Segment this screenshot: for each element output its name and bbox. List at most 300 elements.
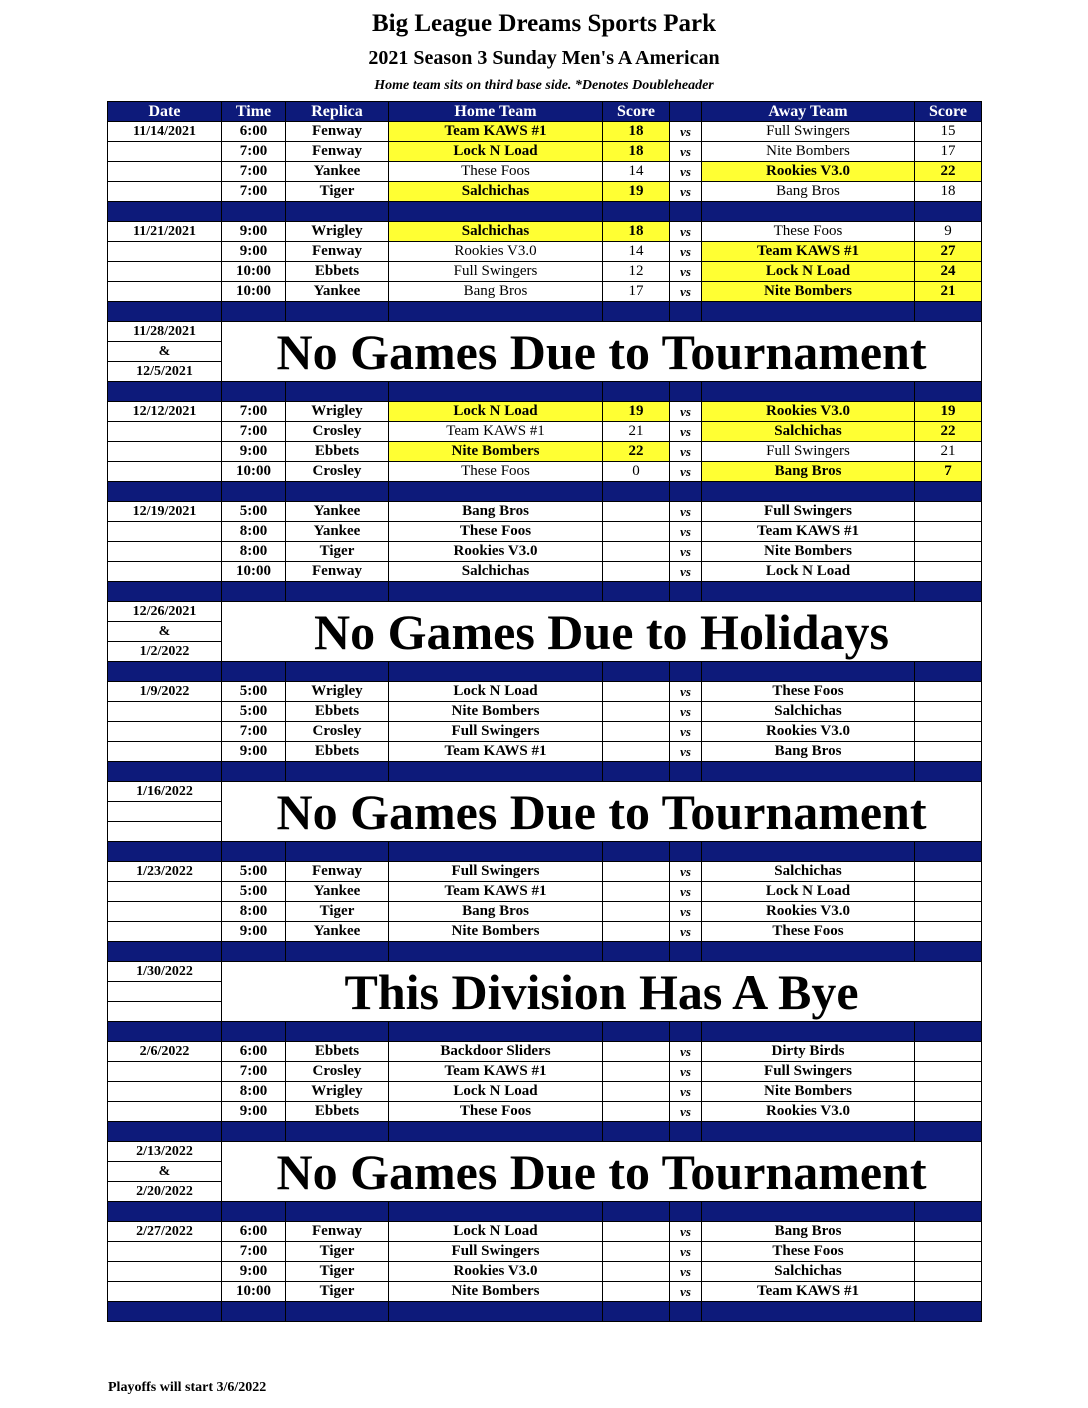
away-score: 17	[915, 142, 982, 162]
game-time: 7:00	[222, 1062, 286, 1082]
game-date: 11/21/2021	[108, 222, 222, 242]
game-time: 10:00	[222, 282, 286, 302]
col-away-team: Away Team	[702, 102, 915, 122]
home-score	[603, 1262, 670, 1282]
away-team: Full Swingers	[702, 442, 915, 462]
separator-cell	[670, 842, 702, 862]
game-date	[108, 902, 222, 922]
home-team: Nite Bombers	[389, 702, 603, 722]
vs-label: vs	[670, 122, 702, 142]
replica-field: Ebbets	[286, 742, 389, 762]
home-score	[603, 1102, 670, 1122]
away-team: These Foos	[702, 922, 915, 942]
game-date	[108, 1242, 222, 1262]
separator-cell	[603, 762, 670, 782]
home-score: 22	[603, 442, 670, 462]
game-row	[108, 1082, 982, 1102]
away-score	[915, 1282, 982, 1302]
separator-cell	[222, 582, 286, 602]
game-time: 10:00	[222, 1282, 286, 1302]
home-team: Rookies V3.0	[389, 542, 603, 562]
away-score	[915, 1242, 982, 1262]
banner-date: 11/28/2021	[108, 322, 222, 342]
vs-label: vs	[670, 722, 702, 742]
separator-cell	[389, 582, 603, 602]
replica-field: Yankee	[286, 882, 389, 902]
separator-cell	[670, 382, 702, 402]
separator-cell	[286, 762, 389, 782]
away-score	[915, 1082, 982, 1102]
game-row	[108, 542, 982, 562]
replica-field: Crosley	[286, 722, 389, 742]
game-date	[108, 562, 222, 582]
game-row	[108, 682, 982, 702]
home-team: Rookies V3.0	[389, 242, 603, 262]
home-score	[603, 542, 670, 562]
banner-date	[108, 822, 222, 842]
separator-cell	[286, 662, 389, 682]
col-vs	[670, 102, 702, 122]
no-games-banner: No Games Due to Tournament	[222, 782, 982, 842]
replica-field: Ebbets	[286, 1102, 389, 1122]
game-time: 6:00	[222, 1222, 286, 1242]
game-row	[108, 1102, 982, 1122]
home-score	[603, 1242, 670, 1262]
home-team: Lock N Load	[389, 682, 603, 702]
home-team: Lock N Load	[389, 142, 603, 162]
separator-cell	[389, 482, 603, 502]
separator-cell	[915, 482, 982, 502]
home-score: 19	[603, 402, 670, 422]
home-team: Full Swingers	[389, 862, 603, 882]
separator-cell	[603, 1022, 670, 1042]
away-score	[915, 742, 982, 762]
separator-cell	[670, 302, 702, 322]
banner-date: 12/26/2021	[108, 602, 222, 622]
no-games-banner: No Games Due to Holidays	[222, 602, 982, 662]
separator-cell	[702, 762, 915, 782]
game-time: 7:00	[222, 142, 286, 162]
vs-label: vs	[670, 182, 702, 202]
away-score	[915, 682, 982, 702]
game-row	[108, 1062, 982, 1082]
home-score: 18	[603, 122, 670, 142]
separator-cell	[702, 662, 915, 682]
vs-label: vs	[670, 1062, 702, 1082]
home-team: Team KAWS #1	[389, 122, 603, 142]
replica-field: Ebbets	[286, 262, 389, 282]
separator-cell	[286, 842, 389, 862]
separator-cell	[702, 582, 915, 602]
home-score: 21	[603, 422, 670, 442]
separator-cell	[108, 1202, 222, 1222]
separator-cell	[702, 382, 915, 402]
game-date	[108, 422, 222, 442]
replica-field: Tiger	[286, 182, 389, 202]
away-score: 22	[915, 162, 982, 182]
banner-date	[108, 982, 222, 1002]
game-date	[108, 1062, 222, 1082]
vs-label: vs	[670, 1042, 702, 1062]
separator-row	[108, 842, 982, 862]
separator-row	[108, 302, 982, 322]
schedule-body	[108, 122, 982, 1322]
separator-cell	[286, 1022, 389, 1042]
home-team: Nite Bombers	[389, 442, 603, 462]
away-team: These Foos	[702, 222, 915, 242]
home-team: Team KAWS #1	[389, 882, 603, 902]
game-row	[108, 122, 982, 142]
away-score	[915, 862, 982, 882]
game-date	[108, 162, 222, 182]
separator-cell	[286, 1302, 389, 1322]
separator-cell	[915, 762, 982, 782]
game-time: 8:00	[222, 522, 286, 542]
banner-date	[108, 802, 222, 822]
no-games-banner: No Games Due to Tournament	[222, 1142, 982, 1202]
banner-row	[108, 602, 982, 622]
separator-cell	[603, 1302, 670, 1322]
separator-row	[108, 1302, 982, 1322]
separator-cell	[702, 302, 915, 322]
vs-label: vs	[670, 882, 702, 902]
away-score	[915, 1222, 982, 1242]
replica-field: Ebbets	[286, 702, 389, 722]
separator-cell	[222, 662, 286, 682]
game-row	[108, 1222, 982, 1242]
separator-cell	[108, 1302, 222, 1322]
separator-cell	[702, 1302, 915, 1322]
separator-cell	[603, 842, 670, 862]
separator-cell	[603, 482, 670, 502]
home-team: These Foos	[389, 162, 603, 182]
away-team: Team KAWS #1	[702, 522, 915, 542]
col-replica: Replica	[286, 102, 389, 122]
vs-label: vs	[670, 422, 702, 442]
home-score	[603, 722, 670, 742]
away-team: Dirty Birds	[702, 1042, 915, 1062]
game-row	[108, 282, 982, 302]
home-score	[603, 682, 670, 702]
game-row	[108, 702, 982, 722]
separator-cell	[286, 582, 389, 602]
banner-row	[108, 322, 982, 342]
separator-row	[108, 662, 982, 682]
vs-label: vs	[670, 1222, 702, 1242]
game-date	[108, 702, 222, 722]
separator-cell	[389, 1122, 603, 1142]
separator-row	[108, 482, 982, 502]
separator-row	[108, 382, 982, 402]
home-team: Nite Bombers	[389, 1282, 603, 1302]
banner-date: 12/5/2021	[108, 362, 222, 382]
game-time: 9:00	[222, 1262, 286, 1282]
banner-date: 1/30/2022	[108, 962, 222, 982]
game-row	[108, 902, 982, 922]
separator-cell	[702, 1202, 915, 1222]
separator-cell	[670, 482, 702, 502]
game-date	[108, 262, 222, 282]
home-score	[603, 702, 670, 722]
home-team: Bang Bros	[389, 502, 603, 522]
home-score: 18	[603, 142, 670, 162]
replica-field: Tiger	[286, 542, 389, 562]
away-score	[915, 1102, 982, 1122]
game-row	[108, 422, 982, 442]
game-time: 7:00	[222, 182, 286, 202]
col-time: Time	[222, 102, 286, 122]
home-score	[603, 1062, 670, 1082]
away-score	[915, 562, 982, 582]
separator-cell	[603, 582, 670, 602]
away-team: Rookies V3.0	[702, 722, 915, 742]
home-team: Bang Bros	[389, 282, 603, 302]
separator-cell	[389, 1202, 603, 1222]
vs-label: vs	[670, 262, 702, 282]
away-team: Salchichas	[702, 702, 915, 722]
away-score: 21	[915, 442, 982, 462]
away-team: Salchichas	[702, 1262, 915, 1282]
no-games-banner: This Division Has A Bye	[222, 962, 982, 1022]
away-score: 24	[915, 262, 982, 282]
separator-cell	[108, 762, 222, 782]
home-team: Bang Bros	[389, 902, 603, 922]
game-time: 9:00	[222, 742, 286, 762]
game-date: 2/6/2022	[108, 1042, 222, 1062]
separator-cell	[222, 202, 286, 222]
separator-cell	[603, 1202, 670, 1222]
col-home-team: Home Team	[389, 102, 603, 122]
replica-field: Crosley	[286, 462, 389, 482]
home-team: Nite Bombers	[389, 922, 603, 942]
away-score	[915, 722, 982, 742]
away-score: 15	[915, 122, 982, 142]
away-score	[915, 1042, 982, 1062]
separator-cell	[702, 942, 915, 962]
banner-date: 2/13/2022	[108, 1142, 222, 1162]
away-team: Bang Bros	[702, 742, 915, 762]
game-time: 8:00	[222, 902, 286, 922]
home-score	[603, 1282, 670, 1302]
home-score	[603, 862, 670, 882]
game-date	[108, 1082, 222, 1102]
game-row	[108, 562, 982, 582]
replica-field: Tiger	[286, 902, 389, 922]
separator-cell	[670, 1122, 702, 1142]
game-row	[108, 262, 982, 282]
separator-row	[108, 942, 982, 962]
replica-field: Yankee	[286, 282, 389, 302]
game-time: 9:00	[222, 242, 286, 262]
separator-cell	[389, 202, 603, 222]
separator-cell	[286, 1202, 389, 1222]
game-time: 7:00	[222, 1242, 286, 1262]
game-date	[108, 1282, 222, 1302]
replica-field: Tiger	[286, 1242, 389, 1262]
game-time: 5:00	[222, 882, 286, 902]
away-score	[915, 522, 982, 542]
away-score	[915, 502, 982, 522]
separator-cell	[222, 1022, 286, 1042]
home-team: These Foos	[389, 462, 603, 482]
separator-cell	[915, 1022, 982, 1042]
game-row	[108, 222, 982, 242]
away-team: Full Swingers	[702, 122, 915, 142]
home-team: These Foos	[389, 1102, 603, 1122]
separator-cell	[670, 662, 702, 682]
away-team: Bang Bros	[702, 182, 915, 202]
separator-row	[108, 582, 982, 602]
banner-date: &	[108, 622, 222, 642]
home-score: 12	[603, 262, 670, 282]
away-score: 21	[915, 282, 982, 302]
home-score	[603, 1222, 670, 1242]
separator-cell	[286, 482, 389, 502]
banner-date: 1/16/2022	[108, 782, 222, 802]
replica-field: Crosley	[286, 422, 389, 442]
separator-row	[108, 1122, 982, 1142]
game-time: 9:00	[222, 442, 286, 462]
home-team: Lock N Load	[389, 1082, 603, 1102]
replica-field: Ebbets	[286, 1042, 389, 1062]
game-date: 12/12/2021	[108, 402, 222, 422]
separator-cell	[222, 842, 286, 862]
home-team: Team KAWS #1	[389, 422, 603, 442]
game-date	[108, 882, 222, 902]
game-date	[108, 922, 222, 942]
separator-cell	[702, 1022, 915, 1042]
away-score: 7	[915, 462, 982, 482]
col-date: Date	[108, 102, 222, 122]
separator-cell	[670, 202, 702, 222]
replica-field: Yankee	[286, 502, 389, 522]
game-date	[108, 1102, 222, 1122]
separator-cell	[915, 382, 982, 402]
replica-field: Fenway	[286, 562, 389, 582]
away-team: These Foos	[702, 1242, 915, 1262]
replica-field: Wrigley	[286, 402, 389, 422]
no-games-banner: No Games Due to Tournament	[222, 322, 982, 382]
away-team: Nite Bombers	[702, 1082, 915, 1102]
away-team: Lock N Load	[702, 262, 915, 282]
game-time: 8:00	[222, 542, 286, 562]
home-team: Full Swingers	[389, 1242, 603, 1262]
game-time: 5:00	[222, 682, 286, 702]
separator-cell	[915, 202, 982, 222]
col-home-score: Score	[603, 102, 670, 122]
game-date: 1/9/2022	[108, 682, 222, 702]
game-row	[108, 442, 982, 462]
banner-date: 2/20/2022	[108, 1182, 222, 1202]
vs-label: vs	[670, 1282, 702, 1302]
game-date: 1/23/2022	[108, 862, 222, 882]
away-team: Nite Bombers	[702, 282, 915, 302]
home-score	[603, 522, 670, 542]
replica-field: Yankee	[286, 522, 389, 542]
away-score	[915, 882, 982, 902]
home-team: Team KAWS #1	[389, 742, 603, 762]
away-team: Full Swingers	[702, 1062, 915, 1082]
separator-cell	[286, 382, 389, 402]
separator-cell	[108, 382, 222, 402]
separator-cell	[915, 842, 982, 862]
home-score: 18	[603, 222, 670, 242]
game-date	[108, 442, 222, 462]
separator-cell	[603, 1122, 670, 1142]
away-team: Team KAWS #1	[702, 1282, 915, 1302]
vs-label: vs	[670, 242, 702, 262]
game-row	[108, 722, 982, 742]
game-date	[108, 282, 222, 302]
game-row	[108, 1042, 982, 1062]
game-date: 12/19/2021	[108, 502, 222, 522]
game-row	[108, 742, 982, 762]
replica-field: Wrigley	[286, 222, 389, 242]
game-date	[108, 242, 222, 262]
separator-cell	[286, 202, 389, 222]
separator-cell	[222, 1122, 286, 1142]
away-score	[915, 922, 982, 942]
separator-cell	[915, 302, 982, 322]
game-row	[108, 1242, 982, 1262]
away-team: Rookies V3.0	[702, 902, 915, 922]
page-title: Big League Dreams Sports Park	[372, 10, 716, 37]
game-row	[108, 922, 982, 942]
home-team: Rookies V3.0	[389, 1262, 603, 1282]
vs-label: vs	[670, 742, 702, 762]
game-time: 7:00	[222, 422, 286, 442]
home-team: Salchichas	[389, 222, 603, 242]
game-date	[108, 742, 222, 762]
separator-cell	[603, 662, 670, 682]
vs-label: vs	[670, 442, 702, 462]
game-time: 5:00	[222, 502, 286, 522]
separator-cell	[108, 582, 222, 602]
separator-cell	[222, 1202, 286, 1222]
separator-cell	[603, 202, 670, 222]
vs-label: vs	[670, 502, 702, 522]
game-date	[108, 722, 222, 742]
playoffs-note: Playoffs will start 3/6/2022	[108, 1380, 267, 1395]
replica-field: Fenway	[286, 122, 389, 142]
separator-cell	[603, 302, 670, 322]
home-team: Full Swingers	[389, 262, 603, 282]
home-score	[603, 502, 670, 522]
home-score: 17	[603, 282, 670, 302]
separator-cell	[389, 302, 603, 322]
game-row	[108, 242, 982, 262]
game-time: 7:00	[222, 402, 286, 422]
home-team: Backdoor Sliders	[389, 1042, 603, 1062]
replica-field: Fenway	[286, 142, 389, 162]
away-score: 18	[915, 182, 982, 202]
replica-field: Fenway	[286, 862, 389, 882]
banner-date	[108, 1002, 222, 1022]
separator-cell	[108, 662, 222, 682]
game-date	[108, 1262, 222, 1282]
away-team: Nite Bombers	[702, 542, 915, 562]
game-row	[108, 522, 982, 542]
separator-cell	[389, 1022, 603, 1042]
home-team: Team KAWS #1	[389, 1062, 603, 1082]
replica-field: Wrigley	[286, 1082, 389, 1102]
away-team: Full Swingers	[702, 502, 915, 522]
away-team: Team KAWS #1	[702, 242, 915, 262]
separator-cell	[670, 582, 702, 602]
separator-cell	[670, 942, 702, 962]
separator-cell	[915, 582, 982, 602]
vs-label: vs	[670, 902, 702, 922]
